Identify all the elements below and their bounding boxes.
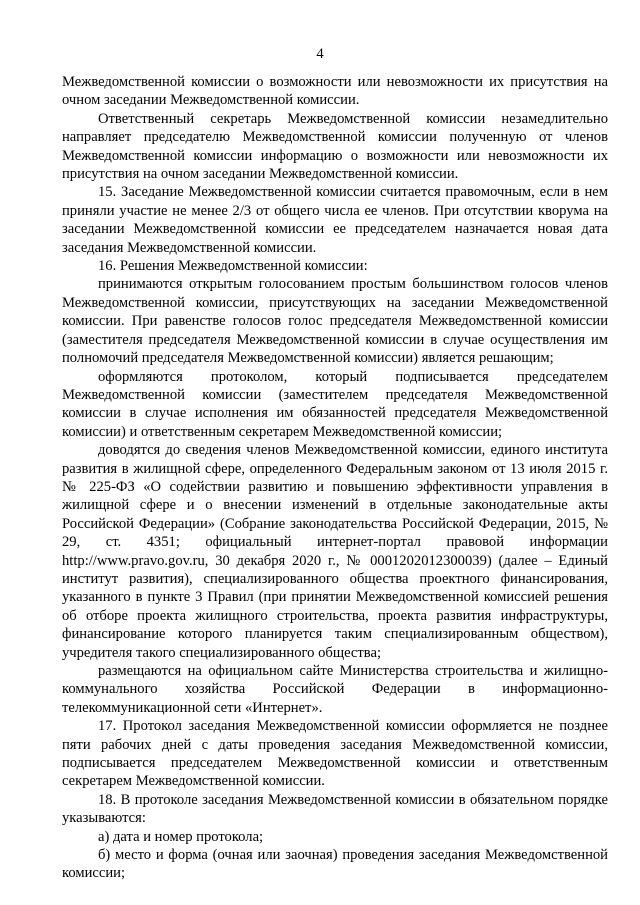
page-number: 4 <box>316 46 324 62</box>
paragraph-item-17: 17. Протокол заседания Межведомственной комиссии оформляется не позднее пяти рабочих дней с даты проведения заседания Межведомственной комиссии, подписывается председателем Межведомственной комиссии и ответственным секретарем Межведомственной комиссии. <box>62 718 608 790</box>
document-body <box>62 73 608 883</box>
paragraph-item-15: 15. Заседание Межведомственной комиссии считается правомочным, если в нем приняли участие не менее 2/3 от общего числа ее членов. При отсутствии кворума на заседании Межведомственной комиссии ее председателем назначается новая дата заседания Межведомственной комиссии. <box>62 184 608 256</box>
paragraph-item-18-a: а) дата и номер протокола; <box>98 828 264 845</box>
paragraph-decisions-adopted: принимаются открытым голосованием простым большинством голосов членов Межведомственной комиссии, присутствующих на заседании Межведомственной комиссии. При равенстве голосов голос председателя Межведомственной комиссии (заместителя председателя Межведомственной комиссии в случае осуществления им полномочий председателя Межведомственной комиссии) является решающим; <box>62 276 608 367</box>
paragraph-continuation: Межведомственной комиссии о возможности или невозможности их присутствия на очном заседании Межведомственной комиссии. <box>62 74 608 109</box>
paragraph-decisions-published: размещаются на официальном сайте Министерства строительства и жилищно-коммунального хозяйства Российской Федерации в информационно-телекоммуникационной сети «Интернет». <box>62 663 608 716</box>
paragraph-item-18: 18. В протоколе заседания Межведомственной комиссии в обязательном порядке указываются: <box>62 791 608 827</box>
paragraph-item-16: 16. Решения Межведомственной комиссии: <box>98 258 368 275</box>
paragraph-secretary-duty: Ответственный секретарь Межведомственной комиссии незамедлительно направляет председателю Межведомственной комиссии полученную от членов Межведомственной комиссии информацию о возможности или невозможности их присутствия на очном заседании Межведомственной комиссии. <box>62 110 608 183</box>
paragraph-decisions-recorded: оформляются протоколом, который подписывается председателем Межведомственной комиссии (заместителем председателя Межведомственной комиссии в случае исполнения им обязанностей председателя Межведомственной комиссии) и ответственным секретарем Межведомственной комиссии; <box>62 368 608 440</box>
paragraph-item-18-b: б) место и форма (очная или заочная) проведения заседания Межведомственной комиссии; <box>62 847 608 882</box>
paragraph-decisions-communicated: доводятся до сведения членов Межведомственной комиссии, единого института развития в жилищной сфере, определенного Федеральным законом от 13 июля 2015 г. № 225-ФЗ «О содействии развитию и повышению эффективности управления в жилищной сфере и о внесении изменений в отдельные законодательные акты Российской Федерации» (Собрание законодательства Российской Федерации, 2015, № 29, ст. 4351; официальный интернет-портал правовой информации http://www.pravo.gov.ru, 30 декабря 2020 г., № 0001202012300039) (далее – Единый институт развития), специализированного общества проектного финансирования, указанного в пункте 3 Правил (при принятии Межведомственной комиссией решения об отборе проекта жилищного строительства, проекта развития инфраструктуры, финансирование которого планируется таким специализированным обществом), учредителя такого специализированного общества; <box>62 442 608 661</box>
